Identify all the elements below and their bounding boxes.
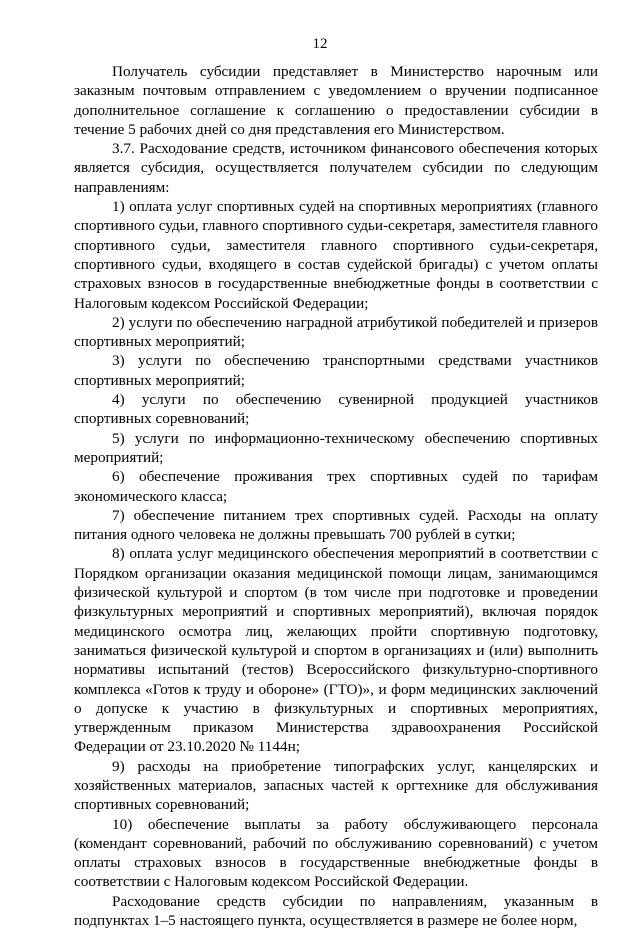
paragraph-intro: Получатель субсидии представляет в Министерство нарочным или заказным почтовым отправлением с уведомлением о вручении подписанное дополнительное соглашение к соглашению о предоставлении субсидии в течение 5 рабочих дней со дня представления его Министерством.	[74, 63, 598, 138]
list-item-4: 4) услуги по обеспечению сувенирной продукцией участников спортивных соревнований;	[74, 391, 598, 428]
list-item-7: 7) обеспечение питанием трех спортивных судей. Расходы на оплату питания одного человека не должны превышать 700 рублей в сутки;	[74, 506, 598, 544]
paragraph-closing: Расходование средств субсидии по направлениям, указанным в подпунктах 1–5 настоящего пункта, осуществляется в размере не более норм,	[74, 892, 598, 930]
list-item-6: 6) обеспечение проживания трех спортивных судей по тарифам экономического класса;	[74, 468, 598, 505]
paragraph-3-7: 3.7. Расходование средств, источником финансового обеспечения которых является субсидия, осуществляется получателем субсидии по следующим направлениям:	[74, 140, 598, 196]
list-item-8: 8) оплата услуг медицинского обеспечения мероприятий в соответствии с Порядком организации оказания медицинской помощи лицам, занимающимся физической культурой и спортом (в том числе при подготовке и проведении физкультурных мероприятий и спортивных мероприятий), включая порядок медицинского осмотра лиц, желающих пройти спортивную подготовку, заниматься физической культурой и спортом в организациях и (или) выполнить нормативы испытаний (тестов) Всероссийского физкультурно-спортивного комплекса «Готов к труду и обороне» (ГТО)», и форм медицинских заключений о допуске к участию в физкультурных и спортивных мероприятиях, утвержденным приказом Министерства здравоохранения Российской Федерации от 23.10.2020 № 1144н;	[74, 545, 598, 756]
list-item-9: 9) расходы на приобретение типографских услуг, канцелярских и хозяйственных материалов, запасных частей к оргтехнике для обслуживания спортивных соревнований;	[74, 757, 598, 814]
page-number: 12	[312, 36, 328, 52]
document-body	[74, 62, 598, 930]
list-item-1: 1) оплата услуг спортивных судей на спортивных мероприятиях (главного спортивного судьи, главного спортивного судьи-секретаря, заместителя главного спортивного судьи, заместителя главного спортивного судьи-секретаря, спортивного судьи, входящего в состав судейской бригады) с учетом оплаты страховых взносов в государственные внебюджетные фонды в соответствии с Налоговым кодексом Российской Федерации;	[74, 198, 598, 312]
list-item-3: 3) услуги по обеспечению транспортными средствами участников спортивных мероприятий;	[74, 352, 598, 389]
list-item-10: 10) обеспечение выплаты за работу обслуживающего персонала (комендант соревнований, рабочий по обслуживанию соревнований) с учетом оплаты страховых взносов в государственные внебюджетные фонды в соответствии с Налоговым кодексом Российской Федерации.	[74, 815, 598, 891]
list-item-5: 5) услуги по информационно-техническому обеспечению спортивных мероприятий;	[74, 429, 598, 466]
list-item-2: 2) услуги по обеспечению наградной атрибутикой победителей и призеров спортивных мероприятий;	[74, 313, 598, 351]
